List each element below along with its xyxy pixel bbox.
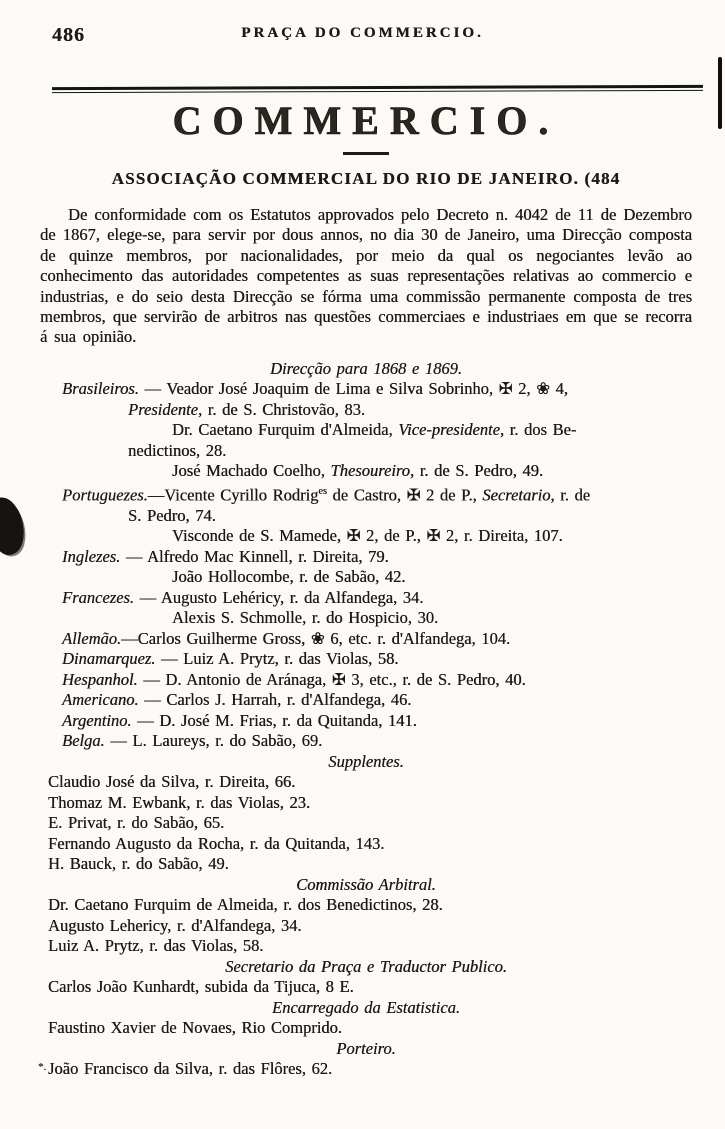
list-item (62, 379, 692, 400)
text-segment: — Augusto Lehéricy, r. da Alfandega, 34. (133, 587, 424, 607)
text-segment: Luiz A. Prytz, r. das Violas, 58. (48, 936, 264, 956)
text-segment: Encarregado da Estatistica. (272, 997, 460, 1017)
text-segment: Claudio José da Silva, r. Direita, 66. (48, 772, 296, 792)
list-item (172, 608, 692, 629)
section-subheading (40, 875, 692, 896)
text-segment: — L. Laureys, r. do Sabão, 69. (104, 731, 323, 751)
list-item (62, 731, 692, 752)
list-item (48, 834, 692, 855)
text-segment: Commissão Arbitral. (296, 874, 436, 894)
footer-mark: *. (38, 1061, 47, 1073)
list-item (172, 567, 692, 588)
text-segment: — Veador José Joaquim de Lima e Silva Sobrinho, ✠ 2, ❀ 4, (138, 379, 568, 399)
text-segment: r. de S. Pedro, 49. (414, 461, 544, 481)
list-item (62, 649, 692, 670)
section-subheading (40, 957, 692, 978)
text-segment: Hespanhol. (62, 669, 138, 689)
list-item (62, 670, 692, 691)
section-subheading (40, 1039, 692, 1060)
list-item (48, 1018, 692, 1039)
text-segment: S. Pedro, 74. (128, 505, 216, 525)
list-item (48, 936, 692, 957)
list-item (62, 588, 692, 609)
text-segment: — Carlos J. Harrah, r. d'Alfandega, 46. (138, 690, 412, 710)
text-segment: Americano. (62, 690, 139, 710)
list-item (48, 813, 692, 834)
text-segment: Thesoureiro, (330, 461, 415, 481)
text-segment: Fernando Augusto da Rocha, r. da Quitanda, 143. (48, 833, 385, 853)
text-segment: João Francisco da Silva, r. das Flôres, 62. (48, 1059, 333, 1079)
text-segment: Faustino Xavier de Novaes, Rio Comprido. (48, 1018, 342, 1038)
text-segment: Francezes. (62, 587, 134, 607)
list-item (62, 711, 692, 732)
page-number: 486 (52, 24, 85, 46)
text-segment: —Carlos Guilherme Gross, ❀ 6, etc. r. d'Alfandega, 104. (121, 628, 511, 648)
list-item (62, 547, 692, 568)
text-segment: Allemão. (62, 628, 122, 648)
list-item (172, 461, 692, 482)
text-segment: — Alfredo Mac Kinnell, r. Direita, 79. (120, 546, 389, 566)
list-item (48, 895, 692, 916)
running-header: PRAÇA DO COMMERCIO. (241, 25, 484, 41)
text-segment: Alexis S. Schmolle, r. do Hospicio, 30. (172, 608, 439, 628)
title-divider (343, 152, 389, 155)
page-title: COMMERCIO. (172, 98, 560, 143)
text-segment: — Luiz A. Prytz, r. das Violas, 58. (155, 649, 399, 669)
list-item (172, 420, 692, 441)
list-item (62, 629, 692, 650)
text-segment: es (318, 485, 327, 497)
list-item (128, 400, 692, 421)
text-segment: r. dos Be- (504, 420, 577, 440)
text-segment: —Vicente Cyrillo Rodrig (147, 485, 319, 505)
scan-edge-bar-artifact (718, 57, 722, 129)
header-rule (52, 85, 703, 93)
section-heading: ASSOCIAÇÃO COMMERCIAL DO RIO DE JANEIRO. (484 (111, 169, 621, 188)
text-segment: Thomaz M. Ewbank, r. das Violas, 23. (48, 792, 311, 812)
list-item (48, 1059, 692, 1080)
text-segment: Inglezes. (62, 546, 121, 566)
text-segment: Vice-presidente, (398, 420, 505, 440)
text-segment: Dinamarquez. (62, 649, 156, 669)
text-segment: Porteiro. (336, 1038, 396, 1058)
text-segment: E. Privat, r. do Sabão, 65. (48, 813, 225, 833)
text-segment: Secretario, (482, 485, 555, 505)
text-segment: r. de (554, 485, 591, 505)
intro-paragraph: De conformidade com os Estatutos approvados pelo Decreto n. 4042 de 11 de Dezembro de 1867, elege-se, para servir por dous annos, no dia 30 de Janeiro, uma Direcção composta de quinze membros, por nacionalidades, por meio da qual os negociantes levão ao conhecimento das autoridades competentes as suas representações relativas ao commercio e industrias, e do seio desta Direcção se fórma uma commissão permanente composta de tres membros, que servirão de arbitros nas questões commerciaes e industriaes em que se recorra á sua opinião. (40, 205, 692, 347)
text-segment: H. Bauck, r. do Sabão, 49. (48, 854, 229, 874)
text-segment: Dr. Caetano Furquim d'Almeida, (172, 420, 399, 440)
list-item (48, 977, 692, 998)
text-segment: — D. Antonio de Aránaga, ✠ 3, etc., r. de S. Pedro, 40. (137, 669, 526, 689)
list-item (48, 772, 692, 793)
text-segment: Secretario da Praça e Traductor Publico. (225, 956, 507, 976)
text-segment: Presidente, (128, 399, 203, 419)
text-segment: de Castro, ✠ 2 de P., (326, 485, 483, 505)
section-subheading (40, 998, 692, 1019)
text-segment: Supplentes. (328, 751, 404, 771)
text-segment: Portuguezes. (62, 485, 148, 505)
directory-list (40, 359, 692, 1080)
list-item (128, 506, 692, 527)
text-segment: Visconde de S. Mamede, ✠ 2, de P., ✠ 2, r. Direita, 107. (172, 526, 563, 546)
text-segment: Belga. (62, 731, 105, 751)
list-item (62, 690, 692, 711)
page-content (40, 98, 692, 1080)
text-segment: Dr. Caetano Furquim de Almeida, r. dos Benedictinos, 28. (48, 895, 443, 915)
text-segment: Carlos João Kunhardt, subida da Tijuca, 8 E. (48, 977, 354, 997)
list-item (48, 854, 692, 875)
text-segment: Augusto Lehericy, r. d'Alfandega, 34. (48, 915, 302, 935)
text-segment: Brasileiros. (62, 379, 139, 399)
text-segment: — D. José M. Frias, r. da Quitanda, 141. (131, 710, 417, 730)
text-segment: Direcção para 1868 e 1869. (270, 358, 462, 378)
text-segment: João Hollocombe, r. de Sabão, 42. (172, 567, 406, 587)
ink-blot-artifact (0, 494, 30, 559)
list-item (128, 441, 692, 462)
text-segment: Argentino. (62, 710, 132, 730)
list-item (48, 793, 692, 814)
section-subheading (40, 359, 692, 380)
section-subheading (40, 752, 692, 773)
list-item (62, 482, 692, 506)
text-segment: nedictinos, 28. (128, 440, 227, 460)
list-item (48, 916, 692, 937)
text-segment: José Machado Coelho, (172, 461, 331, 481)
list-item (172, 526, 692, 547)
text-segment: r. de S. Christovão, 83. (202, 399, 365, 419)
